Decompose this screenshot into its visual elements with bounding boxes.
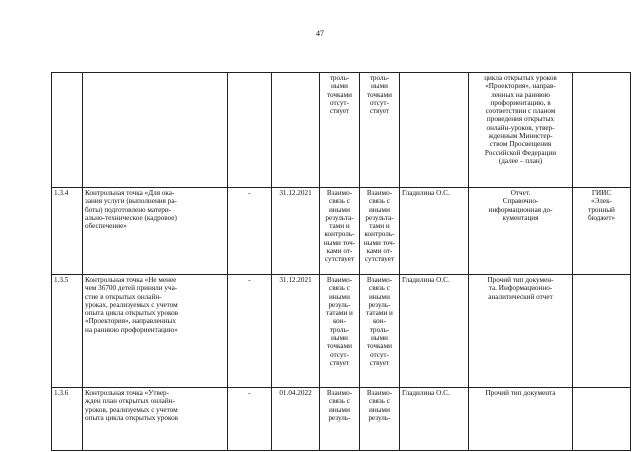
info-system-cell (573, 388, 631, 451)
document-type-cell: Прочий тип докумен- та. Информационно- аналитический отчет (469, 275, 573, 388)
table-row (52, 388, 631, 451)
predecessor-cell: Взаимо- связь с иными результа- тами и контроль- ными точ- ками от- сутствует (320, 188, 360, 275)
responsible-cell (400, 73, 469, 188)
table-row (52, 275, 631, 388)
info-system-cell (573, 275, 631, 388)
document-type-cell: Прочий тип документа (469, 388, 573, 451)
end-date-cell (272, 73, 320, 188)
document-type-cell: Отчет. Справочно- информационная до- кументация (469, 188, 573, 275)
start-date-cell (228, 73, 272, 188)
table-row (52, 188, 631, 275)
start-date-cell: - (228, 188, 272, 275)
row-number-cell: 1.3.4 (52, 188, 83, 275)
predecessor-cell: троль- ными точками отсут- ствует (320, 73, 360, 188)
table-row (52, 73, 631, 188)
responsible-cell: Гладилина О.С. (400, 275, 469, 388)
info-system-cell: ГИИС «Элек- тронный бюджет» (573, 188, 631, 275)
control-point-name-cell: Контрольная точка «Утвер- жден план открытых онлайн- уроков, реализуемых с учетом опыта цикла открытых уроков (83, 388, 228, 451)
successor-cell: Взаимо- связь с иными результа- тами и контроль- ными точ- ками от- сутствует (360, 188, 400, 275)
start-date-cell: - (228, 388, 272, 451)
successor-cell: Взаимо- связь с иными резуль- (360, 388, 400, 451)
responsible-cell: Гладилина О.С. (400, 388, 469, 451)
end-date-cell: 01.04.2022 (272, 388, 320, 451)
predecessor-cell: Взаимо- связь с иными резуль- (320, 388, 360, 451)
successor-cell: Взаимо- связь с иными резуль- татами и кон- троль- ными точками отсут- ствует (360, 275, 400, 388)
end-date-cell: 31.12.2021 (272, 188, 320, 275)
row-number-cell: 1.3.6 (52, 388, 83, 451)
end-date-cell: 31.12.2021 (272, 275, 320, 388)
row-number-cell: 1.3.5 (52, 275, 83, 388)
control-points-table (51, 72, 631, 451)
page-number: 47 (316, 29, 324, 38)
info-system-cell (573, 73, 631, 188)
control-point-name-cell: Контрольная точка «Не менее чем 36700 детей приняли уча- стие в открытых онлайн- уроках, реализуемых с учетом опыта цикла открытых уроков «Проектория», направленных на раннюю профориентацию» (83, 275, 228, 388)
row-number-cell (52, 73, 83, 188)
successor-cell: троль- ными точками отсут- ствует (360, 73, 400, 188)
responsible-cell: Гладилина О.С. (400, 188, 469, 275)
start-date-cell: - (228, 275, 272, 388)
control-point-name-cell (83, 73, 228, 188)
document-type-cell: цикла открытых уроков «Проектория», направ- ленных на раннюю профориентацию, в соответствии с планом проведения открытых онлайн-уроков, утвер- жденным Министер- ством Просвещения Российской Федерации (далее – план) (469, 73, 573, 188)
predecessor-cell: Взаимо- связь с иными резуль- татами и кон- троль- ными точками отсут- ствует (320, 275, 360, 388)
control-point-name-cell: Контрольная точка «Для ока- зания услуги (выполнения ра- боты) подготовлено матери- ально-техническое (кадровое) обеспечение» (83, 188, 228, 275)
